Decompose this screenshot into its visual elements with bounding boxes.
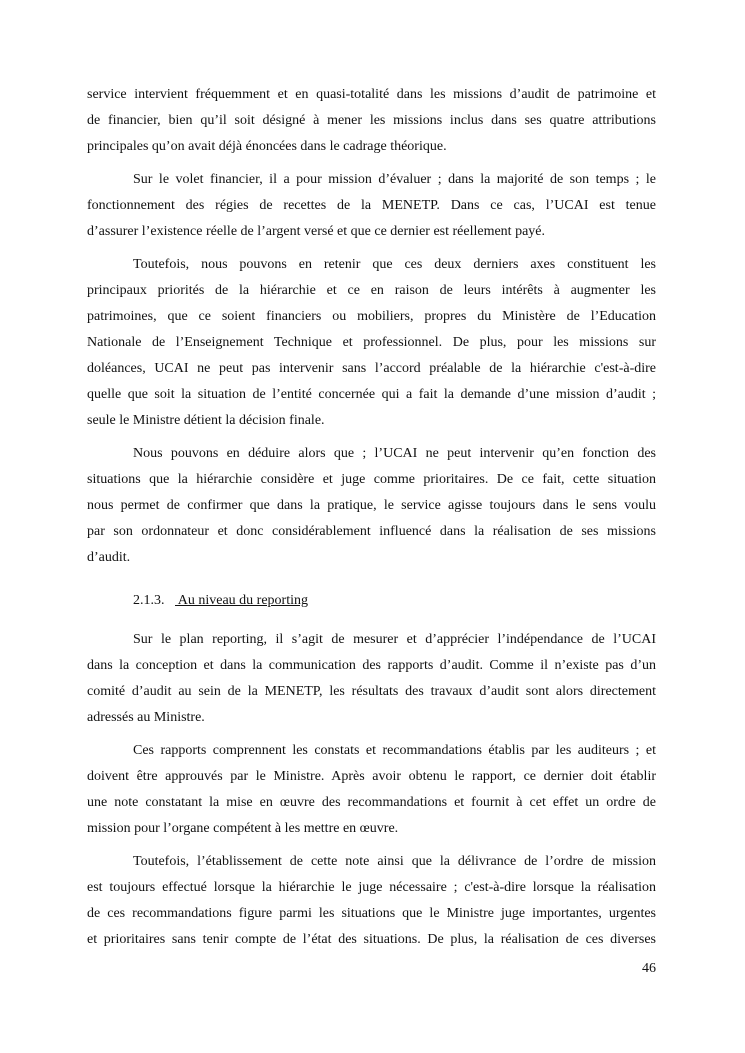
paragraph <box>87 849 656 953</box>
paragraph <box>87 82 656 160</box>
text-line: principales qu’on avait déjà énoncées dans le cadrage théorique. <box>87 139 447 154</box>
paragraph <box>87 441 656 571</box>
text-line: une note constatant la mise en œuvre des recommandations et fournit à cet effet un ordre de <box>87 795 656 810</box>
text-line: d’assurer l’existence réelle de l’argent versé et que ce dernier est réellement payé. <box>87 224 546 239</box>
paragraph <box>87 167 656 245</box>
paragraph <box>87 738 656 842</box>
text-line: comité d’audit au sein de la MENETP, les résultats des travaux d’audit sont alors directement <box>87 684 656 699</box>
section-title: Au niveau du reporting <box>175 593 308 608</box>
text-line: Nous pouvons en déduire alors que ; l’UCAI ne peut intervenir qu’en fonction des <box>133 446 656 461</box>
text-line: adressés au Ministre. <box>87 710 205 725</box>
text-line: service intervient fréquemment et en quasi-totalité dans les missions d’audit de patrimoine et <box>87 87 656 102</box>
text-line: patrimoines, que ce soient financiers ou mobiliers, propres du Ministère de l’Education <box>87 309 656 324</box>
text-line: de ces recommandations figure parmi les situations que le Ministre juge importantes, urgentes <box>87 906 656 921</box>
text-line: doléances, UCAI ne peut pas intervenir sans l’accord préalable de la hiérarchie c'est-à-dire <box>87 361 656 376</box>
section-before-heading <box>87 82 656 571</box>
text-line: seule le Ministre détient la décision finale. <box>87 413 325 428</box>
text-line: situations que la hiérarchie considère et juge comme prioritaires. De ce fait, cette situation <box>87 472 656 487</box>
text-line: Nationale de l’Enseignement Technique et professionnel. De plus, pour les missions sur <box>87 335 656 350</box>
text-line: et prioritaires sans tenir compte de l’état des situations. De plus, la réalisation de ces diverses <box>87 932 656 947</box>
section-number: 2.1.3. <box>133 593 165 608</box>
text-line: Ces rapports comprennent les constats et recommandations établis par les auditeurs ; et <box>133 743 656 758</box>
text-line: fonctionnement des régies de recettes de la MENETP. Dans ce cas, l’UCAI est tenue <box>87 198 656 213</box>
text-line: d’audit. <box>87 550 131 565</box>
text-line: Sur le plan reporting, il s’agit de mesurer et d’apprécier l’indépendance de l’UCAI <box>133 632 656 647</box>
paragraph <box>87 627 656 731</box>
text-line: doivent être approuvés par le Ministre. Après avoir obtenu le rapport, ce dernier doit établir <box>87 769 656 784</box>
text-line: Sur le volet financier, il a pour mission d’évaluer ; dans la majorité de son temps ; le <box>133 172 656 187</box>
text-line: par son ordonnateur et donc considérablement influencé dans la réalisation de ses missions <box>87 524 656 539</box>
document-body <box>87 82 656 953</box>
section-heading <box>87 588 656 614</box>
text-line: est toujours effectué lorsque la hiérarchie le juge nécessaire ; c'est-à-dire lorsque la réalisation <box>87 880 656 895</box>
section-after-heading <box>87 627 656 953</box>
text-line: quelle que soit la situation de l’entité concernée qui a fait la demande d’une mission d’audit ; <box>87 387 656 402</box>
paragraph <box>87 252 656 434</box>
text-line: Toutefois, l’établissement de cette note ainsi que la délivrance de l’ordre de mission <box>133 854 656 869</box>
text-line: principaux priorités de la hiérarchie et ce en raison de leurs intérêts à augmenter les <box>87 283 656 298</box>
text-line: mission pour l’organe compétent à les mettre en œuvre. <box>87 821 399 836</box>
text-line: de financier, bien qu’il soit désigné à mener les missions inclus dans ses quatre attributions <box>87 113 656 128</box>
text-line: Toutefois, nous pouvons en retenir que ces deux derniers axes constituent les <box>133 257 656 272</box>
text-line: nous permet de confirmer que dans la pratique, le service agisse toujours dans le sens voulu <box>87 498 656 513</box>
text-line: dans la conception et dans la communication des rapports d’audit. Comme il n’existe pas d’un <box>87 658 656 673</box>
page-number: 46 <box>642 961 656 976</box>
